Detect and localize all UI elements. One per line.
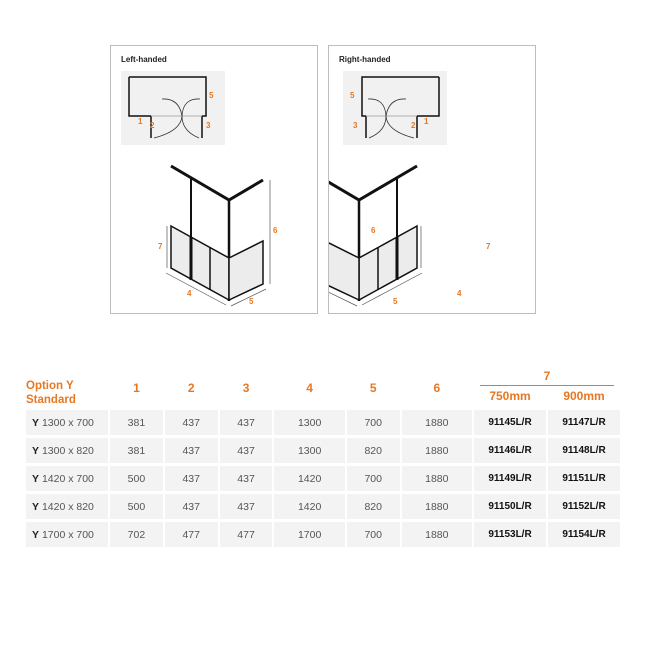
dim-label-5-plan: 5 bbox=[350, 91, 355, 100]
dim-label-2: 2 bbox=[150, 121, 155, 130]
cell-dim-4: 1300 bbox=[274, 438, 344, 463]
row-prefix: Y bbox=[32, 416, 40, 429]
right-handed-drawing bbox=[329, 46, 537, 315]
option-subtitle: Standard bbox=[26, 394, 76, 406]
col-header-6: 6 bbox=[433, 381, 441, 395]
product-code[interactable]: 91154L/R bbox=[548, 522, 620, 547]
product-code[interactable]: 91146L/R bbox=[474, 438, 546, 463]
product-code[interactable]: 91151L/R bbox=[548, 466, 620, 491]
product-code[interactable]: 91153L/R bbox=[474, 522, 546, 547]
product-code[interactable]: 91150L/R bbox=[474, 494, 546, 519]
cell-dim-4: 1700 bbox=[274, 522, 344, 547]
dim-label-5: 5 bbox=[393, 297, 398, 306]
cell-dim-4: 1420 bbox=[274, 466, 344, 491]
product-code[interactable]: 91147L/R bbox=[548, 410, 620, 435]
cell-dim-6: 1880 bbox=[402, 494, 472, 519]
row-label bbox=[26, 494, 108, 519]
cell-dim-4: 1300 bbox=[274, 410, 344, 435]
cell-dim-5: 700 bbox=[347, 410, 400, 435]
row-prefix: Y bbox=[32, 528, 40, 541]
row-label bbox=[26, 466, 108, 491]
cell-dim-2: 437 bbox=[165, 494, 218, 519]
dim-label-4: 4 bbox=[187, 289, 192, 298]
cell-dim-2: 477 bbox=[165, 522, 218, 547]
dim-label-7: 7 bbox=[158, 242, 163, 251]
cell-dim-1: 500 bbox=[110, 466, 163, 491]
cell-dim-3: 437 bbox=[220, 494, 273, 519]
cell-dim-1: 702 bbox=[110, 522, 163, 547]
dimensions-table bbox=[24, 366, 622, 550]
row-prefix: Y bbox=[32, 500, 40, 513]
dim-label-3: 3 bbox=[206, 121, 211, 130]
col-header-7: 7 bbox=[480, 369, 614, 386]
col-header-2: 2 bbox=[187, 381, 195, 395]
row-size: 1700 x 700 bbox=[41, 528, 94, 541]
dim-label-5: 5 bbox=[249, 297, 254, 306]
dim-label-6: 6 bbox=[371, 226, 376, 235]
row-size: 1300 x 820 bbox=[41, 444, 94, 457]
row-prefix: Y bbox=[32, 472, 40, 485]
cell-dim-1: 381 bbox=[110, 410, 163, 435]
cell-dim-6: 1880 bbox=[402, 466, 472, 491]
dim-label-6: 6 bbox=[273, 226, 278, 235]
row-label bbox=[26, 438, 108, 463]
col-header-750mm: 750mm bbox=[489, 389, 531, 403]
col-header-3: 3 bbox=[242, 381, 250, 395]
table-header-row bbox=[26, 369, 620, 386]
left-handed-diagram bbox=[110, 45, 318, 314]
dim-label-1: 1 bbox=[138, 117, 143, 126]
row-prefix: Y bbox=[32, 444, 40, 457]
product-code[interactable]: 91148L/R bbox=[548, 438, 620, 463]
col-header-900mm: 900mm bbox=[563, 389, 605, 403]
row-label bbox=[26, 522, 108, 547]
col-header-5: 5 bbox=[369, 381, 377, 395]
cell-dim-2: 437 bbox=[165, 466, 218, 491]
table-row bbox=[26, 438, 620, 463]
cell-dim-6: 1880 bbox=[402, 438, 472, 463]
option-header bbox=[26, 369, 108, 407]
left-handed-drawing bbox=[111, 46, 319, 315]
right-handed-diagram bbox=[328, 45, 536, 314]
cell-dim-5: 820 bbox=[347, 438, 400, 463]
row-label bbox=[26, 410, 108, 435]
dim-label-5-plan: 5 bbox=[209, 91, 214, 100]
cell-dim-3: 437 bbox=[220, 410, 273, 435]
cell-dim-6: 1880 bbox=[402, 522, 472, 547]
table-row bbox=[26, 466, 620, 491]
dim-label-4: 4 bbox=[457, 289, 462, 298]
option-title: Option Y bbox=[26, 380, 74, 392]
product-code[interactable]: 91149L/R bbox=[474, 466, 546, 491]
cell-dim-1: 381 bbox=[110, 438, 163, 463]
cell-dim-5: 700 bbox=[347, 466, 400, 491]
table-row bbox=[26, 522, 620, 547]
col-header-4: 4 bbox=[306, 381, 313, 395]
row-size: 1420 x 820 bbox=[41, 500, 94, 513]
dim-label-7: 7 bbox=[486, 242, 491, 251]
row-size: 1420 x 700 bbox=[41, 472, 94, 485]
table-row bbox=[26, 494, 620, 519]
dim-label-1: 1 bbox=[424, 117, 429, 126]
cell-dim-3: 437 bbox=[220, 466, 273, 491]
left-handed-title: Left-handed bbox=[121, 55, 167, 64]
table-row bbox=[26, 410, 620, 435]
product-code[interactable]: 91152L/R bbox=[548, 494, 620, 519]
col-header-1: 1 bbox=[133, 381, 140, 395]
cell-dim-1: 500 bbox=[110, 494, 163, 519]
cell-dim-6: 1880 bbox=[402, 410, 472, 435]
dim-label-3: 3 bbox=[353, 121, 358, 130]
dim-label-2: 2 bbox=[411, 121, 416, 130]
row-size: 1300 x 700 bbox=[41, 416, 94, 429]
cell-dim-3: 437 bbox=[220, 438, 273, 463]
cell-dim-4: 1420 bbox=[274, 494, 344, 519]
product-code[interactable]: 91145L/R bbox=[474, 410, 546, 435]
cell-dim-3: 477 bbox=[220, 522, 273, 547]
right-handed-title: Right-handed bbox=[339, 55, 391, 64]
cell-dim-5: 820 bbox=[347, 494, 400, 519]
cell-dim-2: 437 bbox=[165, 410, 218, 435]
cell-dim-5: 700 bbox=[347, 522, 400, 547]
cell-dim-2: 437 bbox=[165, 438, 218, 463]
